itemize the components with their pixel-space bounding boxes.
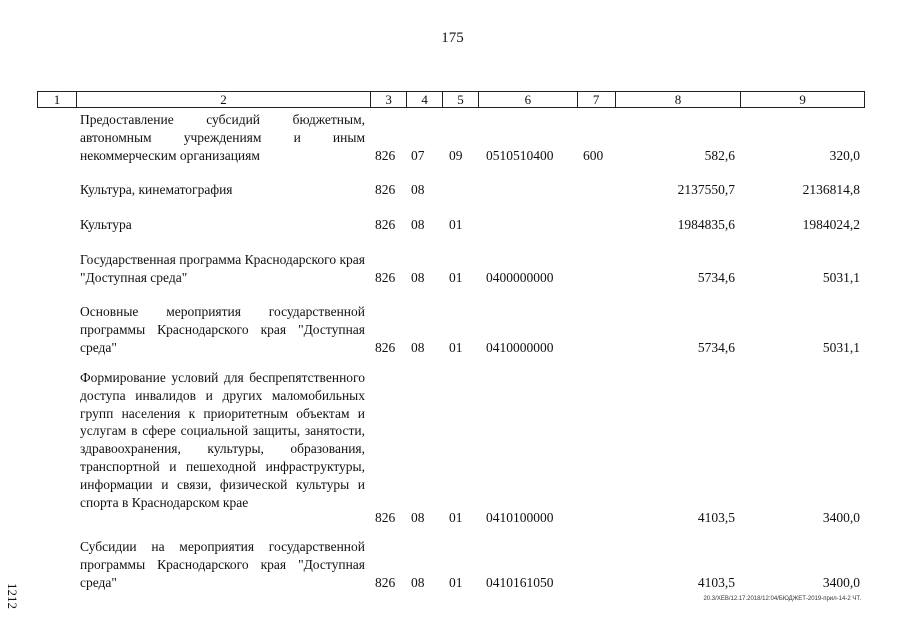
cell-amount-2: 320,0 [829, 147, 860, 163]
cell-amount-1: 4103,5 [697, 510, 735, 525]
cell-target: 0410000000 [486, 339, 554, 355]
cell-amount-1: 4103,5 [697, 574, 735, 590]
column-header: 8 [616, 92, 742, 107]
cell-amount-1: 5734,6 [697, 269, 735, 285]
cell-target: 0410100000 [486, 510, 554, 525]
cell-ministry: 826 [375, 339, 396, 355]
row-description: Основные мероприятия государственной программы Краснодарского края "Доступная среда" [80, 304, 365, 355]
column-header: 3 [371, 92, 407, 107]
cell-target: 0510510400 [486, 147, 554, 163]
cell-amount-2: 3400,0 [822, 510, 860, 525]
row-description: Предоставление субсидий бюджетным, автономным учреждениям и иным некоммерческим организациям [80, 112, 365, 163]
cell-subsection: 01 [449, 269, 463, 285]
column-header-row [37, 91, 865, 108]
cell-target: 0400000000 [486, 269, 554, 285]
column-header: 4 [407, 92, 443, 107]
cell-amount-1: 2137550,7 [677, 182, 735, 197]
cell-subsection: 01 [449, 217, 463, 232]
cell-ministry: 826 [375, 147, 396, 163]
cell-section: 07 [411, 147, 425, 163]
column-header: 1 [38, 92, 77, 107]
cell-amount-1: 5734,6 [697, 339, 735, 355]
cell-amount-1: 582,6 [704, 147, 735, 163]
column-header: 9 [799, 92, 806, 107]
cell-section: 08 [411, 269, 425, 285]
cell-amount-2: 2136814,8 [802, 182, 860, 197]
cell-section: 08 [411, 182, 425, 197]
column-header: 6 [479, 92, 578, 107]
footer-document-code: 20.3/ХЕВ/12.17.2018/12:04/БЮДЖЕТ-2019-прил-14-2 ЧТ. [703, 596, 861, 602]
cell-amount-2: 5031,1 [822, 269, 860, 285]
row-description: Формирование условий для беспрепятственного доступа инвалидов и других маломобильных групп населения к приоритетным объектам и услугам в сфере социальной защиты, занятости, здравоохранения, культуры, образования, транспортной и пешеходной инфраструктуры, информации и связи, физической культуры и спорта в Краснодарском крае [80, 370, 365, 510]
cell-ministry: 826 [375, 217, 396, 232]
cell-ministry: 826 [375, 510, 396, 525]
cell-section: 08 [411, 574, 425, 590]
cell-ministry: 826 [375, 269, 396, 285]
column-header: 7 [578, 92, 616, 107]
cell-section: 08 [411, 510, 425, 525]
cell-subsection: 01 [449, 339, 463, 355]
column-header: 5 [443, 92, 479, 107]
cell-target: 0410161050 [486, 574, 554, 590]
side-page-code: 1212 [5, 583, 20, 609]
row-description: Субсидии на мероприятия государственной программы Краснодарского края "Доступная среда" [80, 539, 365, 590]
page-number: 175 [441, 30, 464, 46]
cell-amount-2: 3400,0 [822, 574, 860, 590]
cell-section: 08 [411, 217, 425, 232]
cell-amount-1: 1984835,6 [677, 217, 735, 232]
cell-subsection: 01 [449, 574, 463, 590]
cell-expense-type: 600 [583, 147, 604, 163]
row-description: Государственная программа Краснодарского края "Доступная среда" [80, 252, 365, 285]
cell-amount-2: 5031,1 [822, 339, 860, 355]
cell-ministry: 826 [375, 182, 396, 197]
cell-subsection: 01 [449, 510, 463, 525]
cell-section: 08 [411, 339, 425, 355]
column-header: 2 [77, 92, 371, 107]
cell-ministry: 826 [375, 574, 396, 590]
row-description: Культура, кинематография [80, 182, 233, 197]
cell-amount-2: 1984024,2 [802, 217, 860, 232]
row-description: Культура [80, 217, 132, 232]
cell-subsection: 09 [449, 147, 463, 163]
